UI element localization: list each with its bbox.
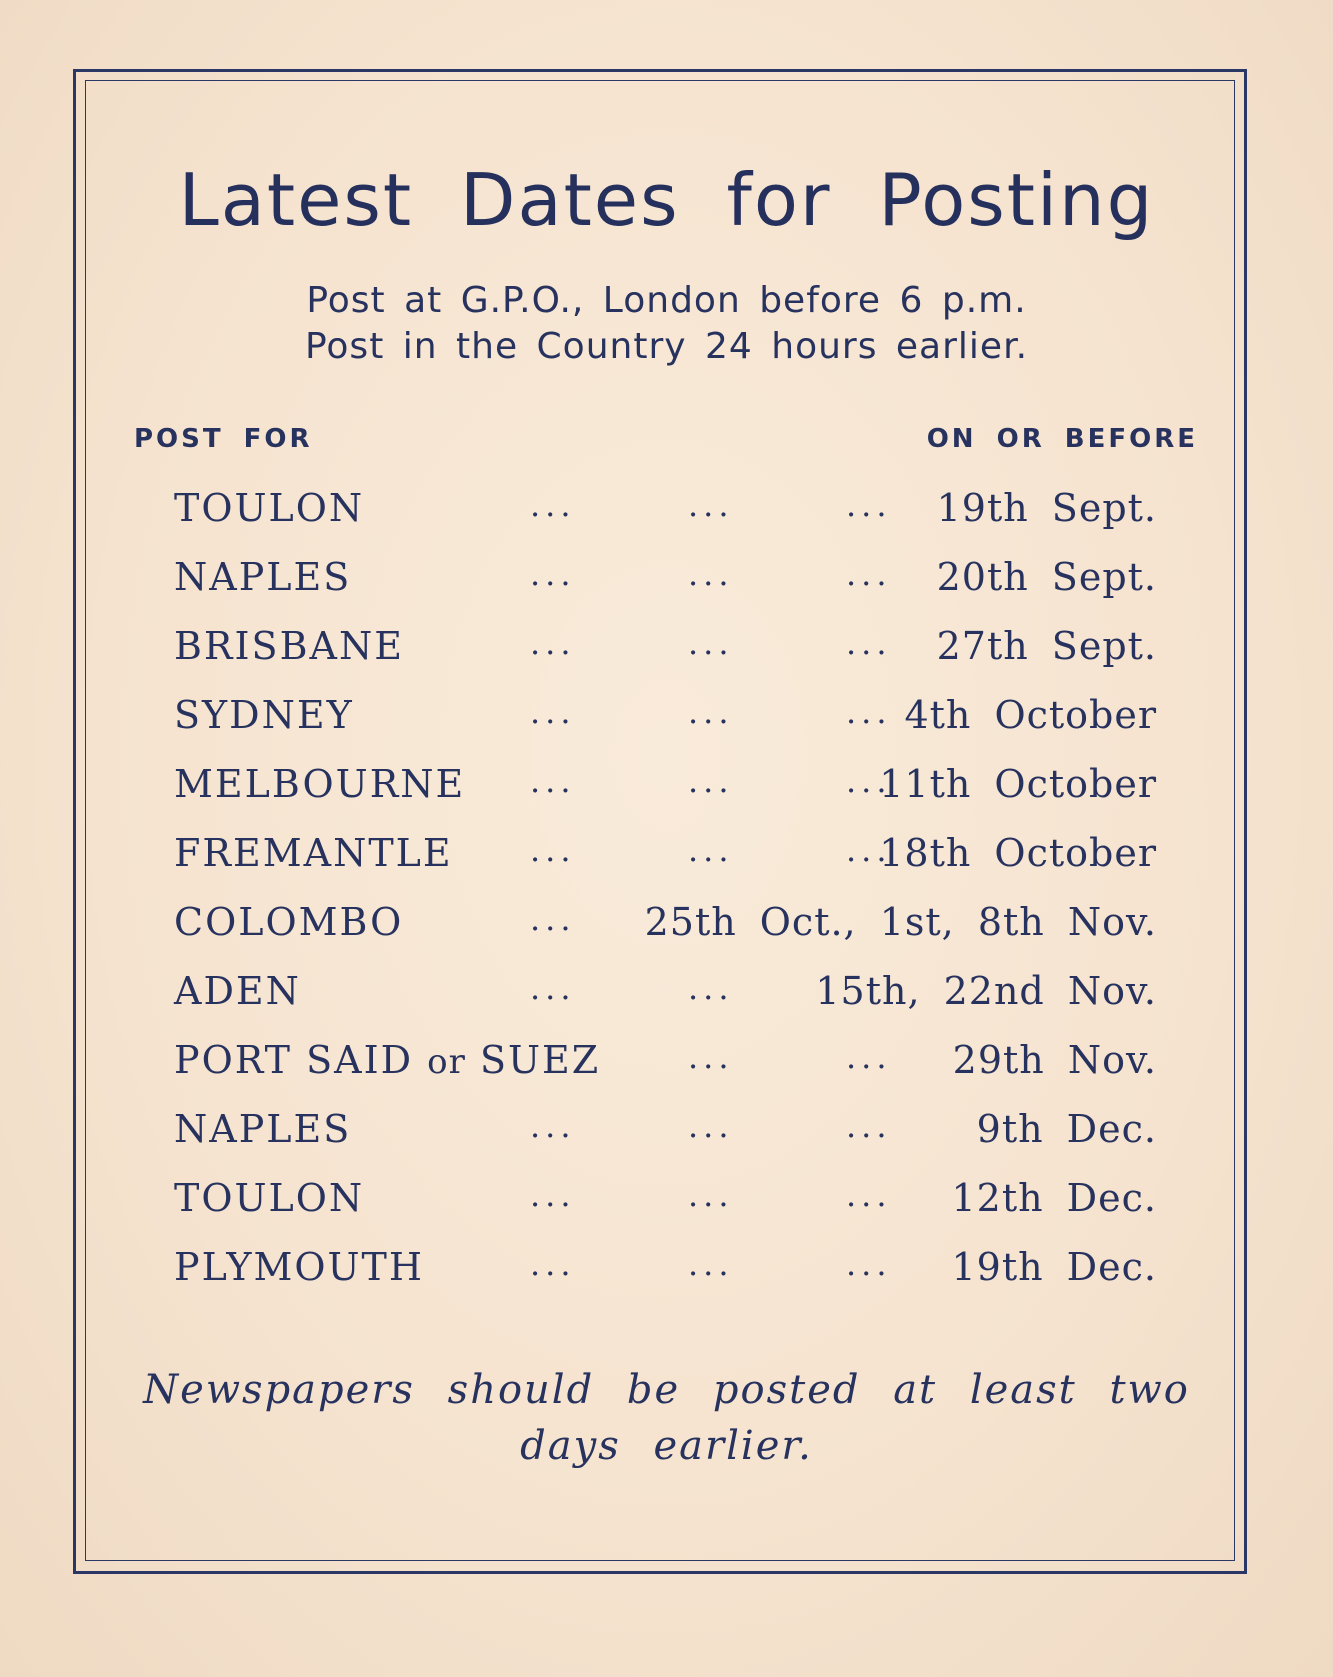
leader-dots: ... bbox=[688, 486, 734, 524]
leader-dots: ... bbox=[688, 1107, 734, 1145]
leader-dots: ... bbox=[846, 1176, 892, 1214]
posting-date: 9th Dec. bbox=[976, 1107, 1157, 1151]
leader-dots: ... bbox=[530, 762, 576, 800]
column-header-post-for: POST FOR bbox=[134, 424, 313, 454]
leader-dots: ... bbox=[688, 1038, 734, 1076]
leader-dots: ... bbox=[688, 693, 734, 731]
leader-dots: ... bbox=[846, 555, 892, 593]
posting-date: 12th Dec. bbox=[951, 1176, 1157, 1220]
leader-dots: ... bbox=[688, 624, 734, 662]
leader-dots: ... bbox=[846, 693, 892, 731]
destination-name: MELBOURNE bbox=[174, 762, 466, 806]
posting-date: 25th Oct., 1st, 8th Nov. bbox=[644, 900, 1157, 944]
leader-dots: ... bbox=[530, 1176, 576, 1214]
leader-dots: ... bbox=[530, 693, 576, 731]
schedule-row bbox=[0, 900, 1333, 960]
posting-date: 29th Nov. bbox=[952, 1038, 1157, 1082]
leader-dots: ... bbox=[530, 624, 576, 662]
leader-dots: ... bbox=[846, 831, 892, 869]
posting-date: 19th Sept. bbox=[936, 486, 1157, 530]
leader-dots: ... bbox=[688, 555, 734, 593]
destination-name: TOULON bbox=[174, 486, 365, 530]
schedule-row bbox=[0, 1245, 1333, 1305]
leader-dots: ... bbox=[530, 969, 576, 1007]
footnote-line-1: Newspapers should be posted at least two bbox=[143, 1367, 1190, 1413]
leader-dots: ... bbox=[846, 1107, 892, 1145]
column-header-on-or-before: ON OR BEFORE bbox=[926, 424, 1198, 454]
posting-date: 19th Dec. bbox=[951, 1245, 1157, 1289]
schedule-row bbox=[0, 693, 1333, 753]
leader-dots: ... bbox=[688, 831, 734, 869]
schedule-row bbox=[0, 1107, 1333, 1167]
destination-name: ADEN bbox=[174, 969, 301, 1013]
subtitle-line-1: Post at G.P.O., London before 6 p.m. bbox=[306, 280, 1027, 321]
posting-date: 18th October bbox=[879, 831, 1157, 875]
leader-dots: ... bbox=[688, 762, 734, 800]
leader-dots: ... bbox=[530, 1245, 576, 1283]
destination-name: PLYMOUTH bbox=[174, 1245, 425, 1289]
posting-date: 15th, 22nd Nov. bbox=[815, 969, 1157, 1013]
schedule-row bbox=[0, 1176, 1333, 1236]
destination-name: FREMANTLE bbox=[174, 831, 453, 875]
leader-dots: ... bbox=[846, 762, 892, 800]
leader-dots: ... bbox=[530, 555, 576, 593]
destination-name: SYDNEY bbox=[174, 693, 354, 737]
posting-date: 11th October bbox=[879, 762, 1157, 806]
leader-dots: ... bbox=[846, 1245, 892, 1283]
destination-name: BRISBANE bbox=[174, 624, 404, 668]
destination-name: NAPLES bbox=[174, 1107, 352, 1151]
destination-name-part: SUEZ bbox=[479, 1038, 601, 1082]
posting-date: 27th Sept. bbox=[936, 624, 1157, 668]
page-title: Latest Dates for Posting bbox=[178, 158, 1155, 242]
leader-dots: ... bbox=[530, 831, 576, 869]
schedule-row bbox=[0, 555, 1333, 615]
footnote-line-2: days earlier. bbox=[520, 1423, 813, 1469]
leader-dots: ... bbox=[846, 624, 892, 662]
subtitle-line-2: Post in the Country 24 hours earlier. bbox=[304, 326, 1029, 367]
leader-dots: ... bbox=[688, 1245, 734, 1283]
destination-name-part: PORT SAID bbox=[174, 1038, 414, 1082]
leader-dots: ... bbox=[530, 1107, 576, 1145]
destination-name bbox=[174, 1038, 600, 1082]
posting-date: 4th October bbox=[904, 693, 1157, 737]
destination-conjunction: or bbox=[427, 1042, 466, 1082]
schedule-row bbox=[0, 624, 1333, 684]
schedule-row bbox=[0, 1038, 1333, 1098]
leader-dots: ... bbox=[688, 1176, 734, 1214]
schedule-row bbox=[0, 831, 1333, 891]
destination-name: NAPLES bbox=[174, 555, 352, 599]
schedule-row bbox=[0, 486, 1333, 546]
schedule-row bbox=[0, 969, 1333, 1029]
destination-name: COLOMBO bbox=[174, 900, 404, 944]
leader-dots: ... bbox=[530, 486, 576, 524]
leader-dots: ... bbox=[688, 969, 734, 1007]
leader-dots: ... bbox=[846, 486, 892, 524]
leader-dots: ... bbox=[530, 900, 576, 938]
posting-date: 20th Sept. bbox=[936, 555, 1157, 599]
schedule-row bbox=[0, 762, 1333, 822]
leader-dots: ... bbox=[846, 1038, 892, 1076]
destination-name: TOULON bbox=[174, 1176, 365, 1220]
